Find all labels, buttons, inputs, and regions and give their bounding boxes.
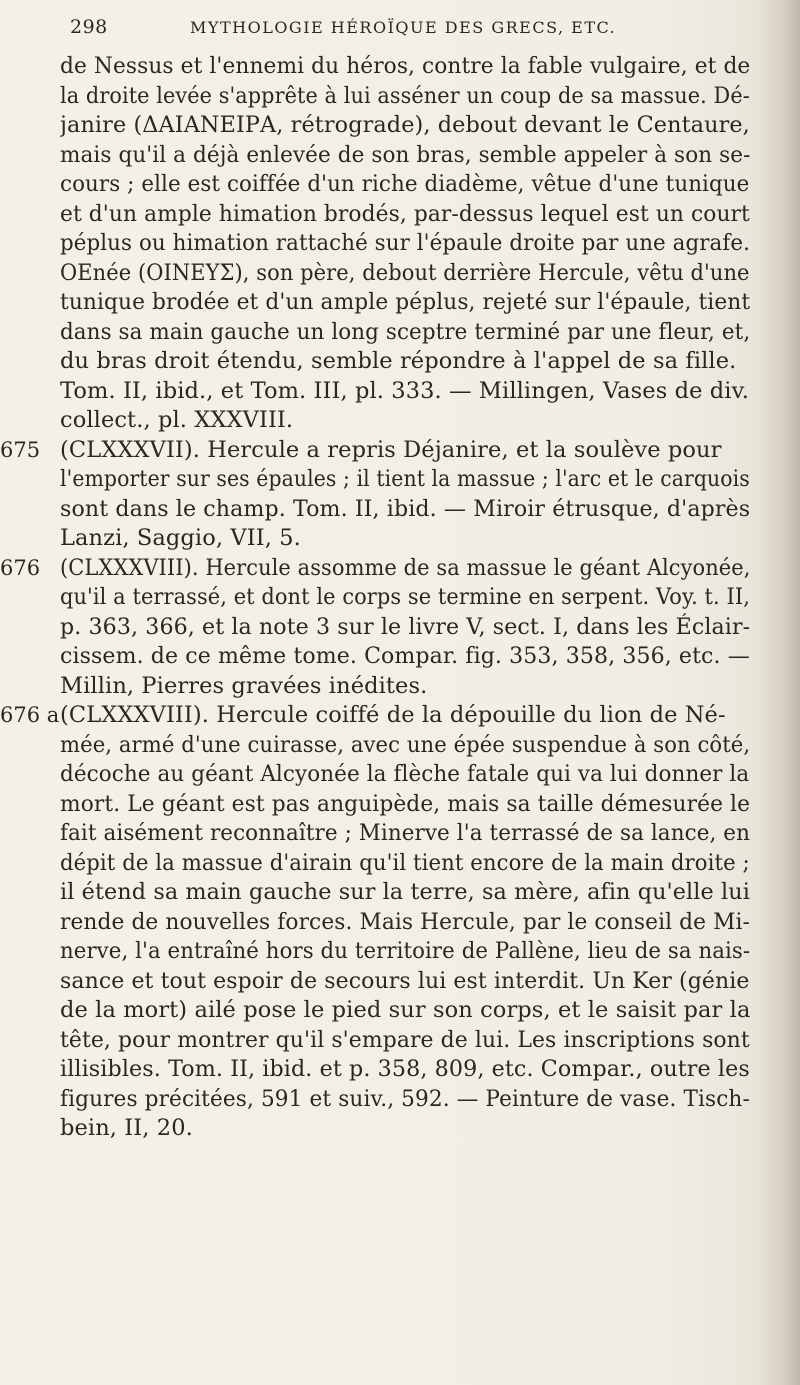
text-line: il étend sa main gauche sur la terre, sa mère, afin qu'elle lui — [60, 879, 750, 905]
entry-676 — [0, 554, 751, 702]
text-line: sont dans le champ. Tom. II, ibid. — Miroir étrusque, d'après — [60, 495, 751, 522]
text-line: mort. Le géant est pas anguipède, mais sa taille démesurée le — [60, 790, 750, 817]
text-line: Millin, Pierres gravées inédites. — [60, 672, 428, 699]
text-line: cissem. de ce même tome. Compar. fig. 353, 358, 356, etc. — — [60, 643, 750, 669]
text-line: dans sa main gauche un long sceptre terminé par une fleur, et, — [60, 318, 751, 345]
text-line: du bras droit étendu, semble répondre à l'appel de sa fille. — [60, 348, 737, 374]
text-line: mée, armé d'une cuirasse, avec une épée suspendue à son côté, — [60, 731, 751, 758]
text-line: (CLXXXVIII). Hercule assomme de sa massue le géant Alcyonée, — [60, 554, 751, 581]
page-edge-shadow — [760, 0, 800, 1385]
text-line: collect., pl. XXXVIII. — [60, 407, 294, 433]
text-line: qu'il a terrassé, et dont le corps se termine en serpent. Voy. t. II, — [60, 584, 750, 610]
text-line: p. 363, 366, et la note 3 sur le livre V, sect. I, dans les Éclair- — [60, 613, 751, 640]
body-text — [0, 52, 751, 1144]
text-line: Lanzi, Saggio, VII, 5. — [60, 525, 301, 551]
text-line: figures précitées, 591 et suiv., 592. — Peinture de vase. Tisch- — [60, 1085, 750, 1112]
entry-number: 676 — [0, 555, 41, 580]
text-line: nerve, l'a entraîné hors du territoire de Pallène, lieu de sa nais- — [60, 938, 751, 964]
text-line: sance et tout espoir de secours lui est interdit. Un Ker (génie — [60, 967, 750, 994]
text-line: dépit de la massue d'airain qu'il tient encore de la main droite ; — [60, 849, 750, 876]
text-line: la droite levée s'apprête à lui asséner un coup de sa massue. Dé- — [60, 82, 750, 109]
page-header — [70, 16, 710, 46]
entry-676a — [0, 701, 751, 1144]
text-line: tunique brodée et d'un ample péplus, rejeté sur l'épaule, tient — [60, 289, 750, 315]
text-line: péplus ou himation rattaché sur l'épaule droite par une agrafe. — [60, 230, 750, 256]
text-line: OEnée (ΟΙΝΕΥΣ), son père, debout derrière Hercule, vêtu d'une — [60, 259, 750, 286]
paragraph-continuation — [60, 52, 750, 436]
entry-675 — [0, 436, 751, 554]
text-line: fait aisément reconnaître ; Minerve l'a terrassé de sa lance, en — [60, 820, 750, 846]
page-number: 298 — [70, 16, 108, 38]
running-title: MYTHOLOGIE HÉROÏQUE DES GRECS, ETC. — [190, 18, 617, 37]
text-line: décoche au géant Alcyonée la flèche fatale qui va lui donner la — [60, 761, 750, 787]
text-line: tête, pour montrer qu'il s'empare de lui. Les inscriptions sont — [60, 1026, 750, 1053]
text-line: de la mort) ailé pose le pied sur son corps, et le saisit par la — [60, 997, 750, 1023]
text-line: l'emporter sur ses épaules ; il tient la massue ; l'arc et le carquois — [60, 466, 750, 492]
text-line: Tom. II, ibid., et Tom. III, pl. 333. — Millingen, Vases de div. — [60, 377, 749, 404]
text-line: janire (ΔΑΙΑΝΕΙΡΑ, rétrograde), debout devant le Centaure, — [60, 112, 750, 138]
text-line: (CLXXXVIII). Hercule coiffé de la dépouille du lion de Né- — [60, 702, 726, 728]
text-line: de Nessus et l'ennemi du héros, contre la fable vulgaire, et de — [60, 53, 751, 79]
text-line: bein, II, 20. — [60, 1115, 193, 1141]
text-line: cours ; elle est coiffée d'un riche diadème, vêtue d'une tunique — [60, 171, 750, 197]
text-line: illisibles. Tom. II, ibid. et p. 358, 809, etc. Compar., outre les — [60, 1056, 750, 1082]
text-line: et d'un ample himation brodés, par-dessus lequel est un court — [60, 200, 750, 227]
text-line: (CLXXXVII). Hercule a repris Déjanire, et la soulève pour — [60, 436, 722, 463]
entry-number: 675 — [0, 437, 41, 462]
text-line: rende de nouvelles forces. Mais Hercule, par le conseil de Mi- — [60, 908, 750, 935]
text-line: mais qu'il a déjà enlevée de son bras, semble appeler à son se- — [60, 141, 751, 168]
entry-number: 676 a — [0, 703, 60, 727]
